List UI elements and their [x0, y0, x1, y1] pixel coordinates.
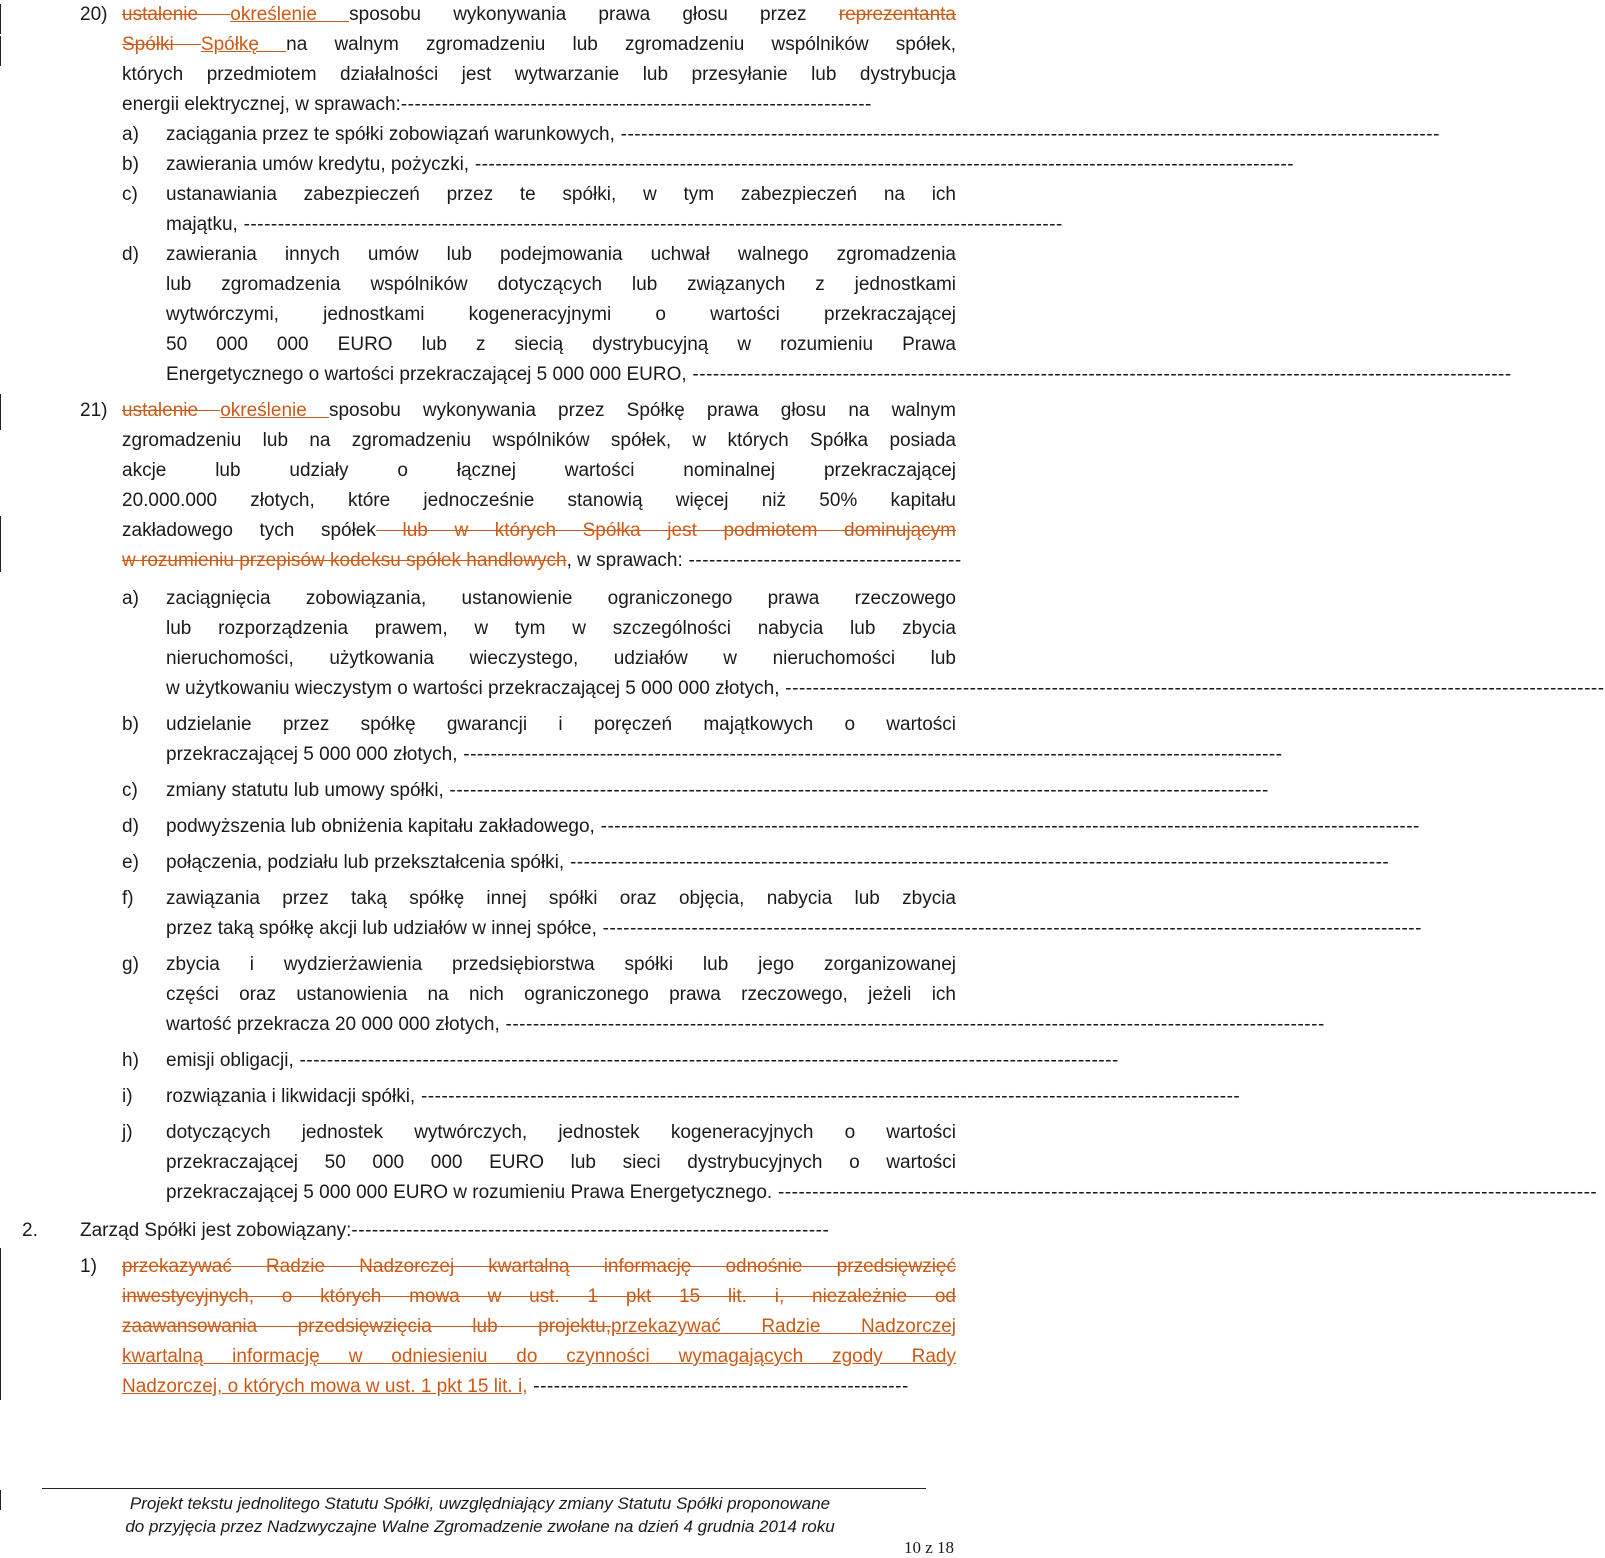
item-line [166, 120, 1440, 150]
item-line [166, 1046, 1119, 1076]
item-letter: i) [122, 1086, 133, 1107]
item-line [166, 1010, 1325, 1040]
body-text: , w sprawach: [566, 550, 683, 571]
change-bar [0, 516, 1, 572]
item-line [166, 360, 1512, 390]
body-text: przekraczającej 50 000 000 EURO lub sieci dystrybucyjnych o wartości [166, 1152, 956, 1173]
body-text: sposobu wykonywania prawa głosu przez [349, 4, 807, 25]
item-line [166, 980, 956, 1010]
inserted-text: Spółkę [200, 34, 287, 55]
body-text: zaciągania przez te spółki zobowiązań warunkowych, [166, 124, 615, 145]
item-letter: g) [122, 954, 139, 975]
item-letter: b) [122, 714, 139, 735]
item-line [166, 150, 1295, 180]
body-text: w użytkowaniu wieczystym o wartości przekraczającej 5 000 000 złotych, [166, 678, 780, 699]
item-line [166, 330, 956, 360]
body-text: zawiązania przez taką spółkę innej spółki oraz objęcia, nabycia lub zbycia [166, 888, 956, 909]
body-text: przekraczającej 5 000 000 EURO w rozumieniu Prawa Energetycznego. [166, 1182, 773, 1203]
item-letter: c) [122, 184, 138, 205]
deleted-text: inwestycyjnych, o których mowa w ust. 1 pkt 15 lit. i, niezależnie od [122, 1286, 956, 1307]
paragraph-21-line: 20.000.000 złotych, które jednocześnie stanowią więcej niż 50% kapitału [122, 490, 956, 511]
inserted-text: określenie [220, 400, 329, 421]
footer-rule [42, 1488, 926, 1489]
deleted-text: ustalenie [122, 400, 221, 421]
item-line [166, 710, 956, 740]
paragraph-20-line [122, 30, 956, 60]
page-number: 10 z 18 [903, 1538, 954, 1557]
dash-filler: ------------------------------------------------------------------------------------------------------------------------ [469, 154, 1295, 175]
dash-filler: ------------------------------------------------------------------------------------------------------------------------ [415, 1086, 1241, 1107]
dash-filler: ------------------------------------------------------------------------------------------------------------------------ [596, 918, 1422, 939]
body-text: wartość przekracza 20 000 000 złotych, [166, 1014, 500, 1035]
paragraph-20-line: których przedmiotem działalności jest wytwarzanie lub przesyłanie lub dystrybucja [122, 64, 956, 85]
dash-filler: ------------------------------------------------------------------------------------------------------------------------ [779, 678, 1605, 699]
dash-filler: ------------------------------------------------------------------------------------------------------------------------ [457, 744, 1283, 765]
inserted-text: określenie [230, 4, 350, 25]
footer-line-1: Projekt tekstu jednolitego Statutu Spółki, uwzględniający zmiany Statutu Spółki proponowane [129, 1494, 831, 1513]
body-text: sposobu wykonywania przez Spółkę prawa głosu na walnym [328, 400, 956, 421]
body-text: zmiany statutu lub umowy spółki, [166, 780, 444, 801]
dash-filler: ------------------------------------------------------- [527, 1376, 909, 1397]
item-letter: c) [122, 780, 138, 801]
inserted-text: przekazywać Radzie Nadzorczej [611, 1316, 956, 1337]
body-text: zbycia i wydzierżawienia przedsiębiorstwa spółki lub jego zorganizowanej [166, 954, 956, 975]
section-2-item-line [122, 1312, 956, 1342]
item-letter: d) [122, 244, 139, 265]
dash-filler: ---------------------------------------- [682, 550, 962, 571]
item-line [166, 584, 956, 614]
deleted-text: przekazywać Radzie Nadzorczej kwartalną informację odnośnie przedsięwzięć [122, 1256, 956, 1277]
section-2-item-line [122, 1252, 956, 1282]
item-line [166, 1082, 1241, 1112]
item-letter: e) [122, 852, 139, 873]
deleted-text: lub w których Spółka jest podmiotem dominującym [375, 520, 956, 541]
item-line [166, 300, 956, 330]
body-text: zawierania umów kredytu, pożyczki, [166, 154, 470, 175]
item-line [166, 914, 1422, 944]
item-line [166, 210, 1063, 240]
body-text: lub zgromadzenia wspólników dotyczących lub związanych z jednostkami [166, 274, 956, 295]
body-text: lub rozporządzenia prawem, w tym w szczególności nabycia lub zbycia [166, 618, 956, 639]
paragraph-21-line [122, 396, 956, 426]
deleted-text: zaawansowania przedsięwzięcia lub projektu, [122, 1316, 612, 1337]
body-text: rozwiązania i likwidacji spółki, [166, 1086, 416, 1107]
item-line [166, 812, 1420, 842]
item-line [166, 1178, 1598, 1208]
item-line [166, 884, 956, 914]
paragraph-21-line: zgromadzeniu lub na zgromadzeniu wspólników spółek, w których Spółka posiada [122, 430, 956, 451]
item-line [166, 240, 956, 270]
body-text: podwyższenia lub obniżenia kapitału zakładowego, [166, 816, 595, 837]
body-text: na walnym zgromadzeniu lub zgromadzeniu wspólników spółek, [286, 34, 956, 55]
body-text: emisji obligacji, [166, 1050, 294, 1071]
item-letter: a) [122, 124, 139, 145]
body-text: zakładowego tych spółek [122, 520, 376, 541]
paragraph-21-line [122, 546, 962, 576]
body-text: przez taką spółkę akcji lub udziałów w innej spółce, [166, 918, 597, 939]
item-line [166, 644, 956, 674]
deleted-text: w rozumieniu przepisów kodeksu spółek handlowych [122, 550, 567, 571]
body-text: Zarząd Spółki jest zobowiązany: [80, 1220, 352, 1241]
footer-line-2: do przyjęcia przez Nadzwyczajne Walne Zgromadzenie zwołane na dzień 4 grudnia 2014 roku [125, 1517, 835, 1536]
paragraph-21-line [122, 516, 956, 546]
item-line [166, 848, 1390, 878]
item-letter: a) [122, 588, 139, 609]
deleted-text: Spółki [122, 34, 201, 55]
dash-filler: ------------------------------------------------------------------------------------------------------------------------ [772, 1182, 1598, 1203]
body-text: nieruchomości, użytkowania wieczystego, udziałów w nieruchomości lub [166, 648, 956, 669]
item-letter: d) [122, 816, 139, 837]
dash-filler: --------------------------------------------------------------------- [400, 94, 872, 115]
body-text: dotyczących jednostek wytwórczych, jednostek kogeneracyjnych o wartości [166, 1122, 956, 1143]
body-text: połączenia, podziału lub przekształcenia spółki, [166, 852, 565, 873]
paragraph-20-line [122, 0, 956, 30]
body-text: majątku, [166, 214, 238, 235]
dash-filler: ------------------------------------------------------------------------------------------------------------------------ [499, 1014, 1325, 1035]
body-text: części oraz ustanowienia na nich ograniczonego prawa rzeczowego, jeżeli ich [166, 984, 956, 1005]
dash-filler: ------------------------------------------------------------------------------------------------------------------------ [614, 124, 1440, 145]
dash-filler: ------------------------------------------------------------------------------------------------------------------------ [293, 1050, 1119, 1071]
change-bar [0, 4, 1, 34]
item-number: 1) [80, 1256, 97, 1277]
body-text: 50 000 000 EURO lub z siecią dystrybucyjną w rozumieniu Prawa [166, 334, 956, 355]
section-2-heading [80, 1216, 940, 1246]
item-line [166, 180, 956, 210]
item-letter: j) [122, 1122, 133, 1143]
inserted-text: Nadzorczej, o których mowa w ust. 1 pkt 15 lit. i, [122, 1376, 528, 1397]
dash-filler: ------------------------------------------------------------------------------------------------------------------------ [564, 852, 1390, 873]
item-line [166, 740, 1283, 770]
deleted-text: reprezentanta [838, 4, 956, 25]
dash-filler: ------------------------------------------------------------------------------------------------------------------------ [237, 214, 1063, 235]
item-letter: f) [122, 888, 134, 909]
body-text: ustanawiania zabezpieczeń przez te spółki, w tym zabezpieczeń na ich [166, 184, 956, 205]
paragraph-number: 21) [80, 400, 108, 421]
deleted-text: ustalenie [122, 4, 231, 25]
dash-filler: ---------------------------------------------------------------------- [351, 1220, 830, 1241]
dash-filler: ------------------------------------------------------------------------------------------------------------------------ [443, 780, 1269, 801]
body-text: zaciągnięcia zobowiązania, ustanowienie ograniczonego prawa rzeczowego [166, 588, 956, 609]
section-2-item-line [122, 1342, 956, 1372]
body-text: zawierania innych umów lub podejmowania uchwał walnego zgromadzenia [166, 244, 956, 265]
item-line [166, 614, 956, 644]
item-line [166, 776, 1269, 806]
section-2-item-line [122, 1372, 948, 1402]
dash-filler: ------------------------------------------------------------------------------------------------------------------------ [686, 364, 1512, 385]
body-text: przekraczającej 5 000 000 złotych, [166, 744, 458, 765]
change-bar [0, 36, 1, 66]
body-text: udzielanie przez spółkę gwarancji i poręczeń majątkowych o wartości [166, 714, 956, 735]
item-line [166, 1148, 956, 1178]
item-letter: b) [122, 154, 139, 175]
item-line [166, 950, 956, 980]
paragraph-20-line [122, 90, 956, 120]
item-letter: h) [122, 1050, 139, 1071]
inserted-text: kwartalną informację w odniesieniu do czynności wymagających zgody Rady [122, 1346, 956, 1367]
paragraph-number: 20) [80, 4, 108, 25]
item-line [166, 270, 956, 300]
change-bar [0, 1248, 1, 1400]
change-bar [0, 394, 1, 430]
dash-filler: ------------------------------------------------------------------------------------------------------------------------ [594, 816, 1420, 837]
body-text: energii elektrycznej, w sprawach: [122, 94, 401, 115]
body-text: Energetycznego o wartości przekraczającej 5 000 000 EURO, [166, 364, 687, 385]
section-number: 2. [22, 1220, 38, 1241]
paragraph-21-line: akcje lub udziały o łącznej wartości nominalnej przekraczającej [122, 460, 956, 481]
body-text: wytwórczymi, jednostkami kogeneracyjnymi o wartości przekraczającej [166, 304, 956, 325]
section-2-item-line [122, 1282, 956, 1312]
item-line [166, 1118, 956, 1148]
item-line [166, 674, 1605, 704]
